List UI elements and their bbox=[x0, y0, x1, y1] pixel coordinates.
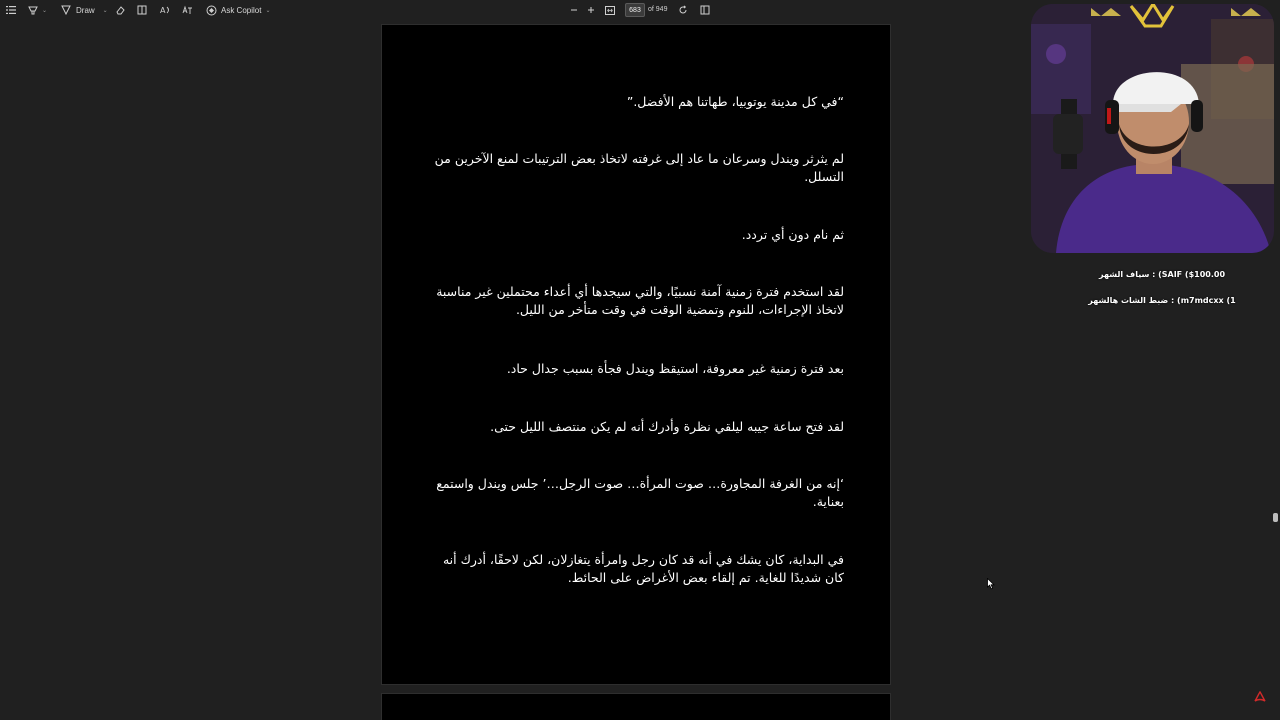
paragraph: ثم نام دون أي تردد. bbox=[741, 227, 844, 242]
pdf-icon bbox=[1254, 691, 1266, 703]
minus-icon bbox=[570, 6, 578, 14]
monthly-supporter-line: سياف الشهر : (SAIF ($100.00 bbox=[1098, 270, 1226, 279]
chevron-down-icon: ⌄ bbox=[42, 7, 48, 14]
page-number-input[interactable]: 683 bbox=[625, 3, 645, 17]
draw-label: Draw bbox=[76, 5, 95, 15]
pen-icon bbox=[61, 5, 71, 15]
paragraph: بعد فترة زمنية غير معروفة، استيقظ ويندل فجأة بسبب جدال حاد. bbox=[506, 361, 844, 376]
chevron-down-icon: ⌄ bbox=[265, 7, 271, 14]
plus-icon bbox=[587, 6, 595, 14]
zoom-in-button[interactable] bbox=[587, 3, 595, 17]
zoom-out-button[interactable] bbox=[570, 3, 578, 17]
page-view-icon bbox=[700, 5, 710, 15]
document-page bbox=[381, 24, 891, 685]
text-box-button[interactable] bbox=[137, 3, 147, 17]
fit-width-icon bbox=[605, 6, 615, 15]
paragraph: لقد فتح ساعة جيبه ليلقي نظرة وأدرك أنه لم يكن منتصف الليل حتى. bbox=[490, 419, 844, 434]
paragraph: لقد استخدم فترة زمنية آمنة نسبيًا، والتي سيجدها أي أعداء محتملين غير مناسبة لاتخاذ الإجراءات، للنوم وتمضية الوقت في وقت متأخر من الليل. bbox=[436, 284, 844, 317]
stream-line-blurred bbox=[1062, 255, 1262, 268]
chevron-down-icon: ⌄ bbox=[102, 7, 108, 14]
erase-button[interactable] bbox=[115, 3, 125, 17]
mouse-cursor-icon bbox=[987, 578, 995, 590]
stream-line-blurred bbox=[1062, 281, 1262, 294]
paragraph: “في كل مدينة يوتوبيا، طهاتنا هم الأفضل.” bbox=[626, 94, 844, 109]
stream-supporters-list bbox=[1062, 255, 1262, 307]
paragraph: ‘إنه من الغرفة المجاورة… صوت المرأة… صوت الرجل…’ جلس ويندل واستمع بعناية. bbox=[436, 476, 844, 509]
chat-moderator-line: ضبط الشات هالشهر : (m7mdcxx (1 bbox=[1088, 296, 1236, 305]
webcam-overlay bbox=[1031, 4, 1274, 253]
webcam-scene-image bbox=[1031, 4, 1274, 253]
paragraph: لم يثرثر ويندل وسرعان ما عاد إلى غرفته لاتخاذ بعض الترتيبات لمنع الآخرين من التسلل. bbox=[434, 151, 844, 184]
svg-text:A: A bbox=[160, 6, 166, 15]
text-box-icon bbox=[137, 5, 147, 15]
paragraph: في البداية، كان يشك في أنه قد كان رجل وامرأة يتغازلان، لكن لاحقًا، أدرك أنه كان شديدًا للغاية. تم إلقاء بعض الأغراض على الحائط. bbox=[442, 552, 844, 585]
draw-button[interactable] bbox=[61, 3, 108, 17]
highlighter-icon bbox=[28, 5, 38, 15]
immersive-reader-button[interactable] bbox=[182, 3, 193, 17]
highlight-button[interactable] bbox=[28, 3, 47, 17]
rotate-button[interactable] bbox=[678, 3, 688, 17]
eraser-icon bbox=[115, 5, 125, 15]
list-icon bbox=[6, 6, 16, 14]
translate-icon bbox=[182, 5, 193, 15]
ask-copilot-button[interactable] bbox=[206, 3, 271, 17]
next-document-page bbox=[381, 693, 891, 720]
scrollbar-thumb[interactable] bbox=[1273, 513, 1278, 522]
contents-button[interactable] bbox=[6, 3, 16, 17]
ask-copilot-label: Ask Copilot bbox=[221, 5, 262, 15]
page-view-button[interactable] bbox=[700, 3, 710, 17]
read-aloud-button[interactable] bbox=[160, 3, 171, 17]
copilot-icon bbox=[206, 5, 217, 16]
read-aloud-icon bbox=[160, 5, 171, 15]
fit-page-button[interactable] bbox=[605, 3, 615, 17]
rotate-icon bbox=[678, 5, 688, 15]
page-total-label: of 949 bbox=[648, 6, 668, 13]
